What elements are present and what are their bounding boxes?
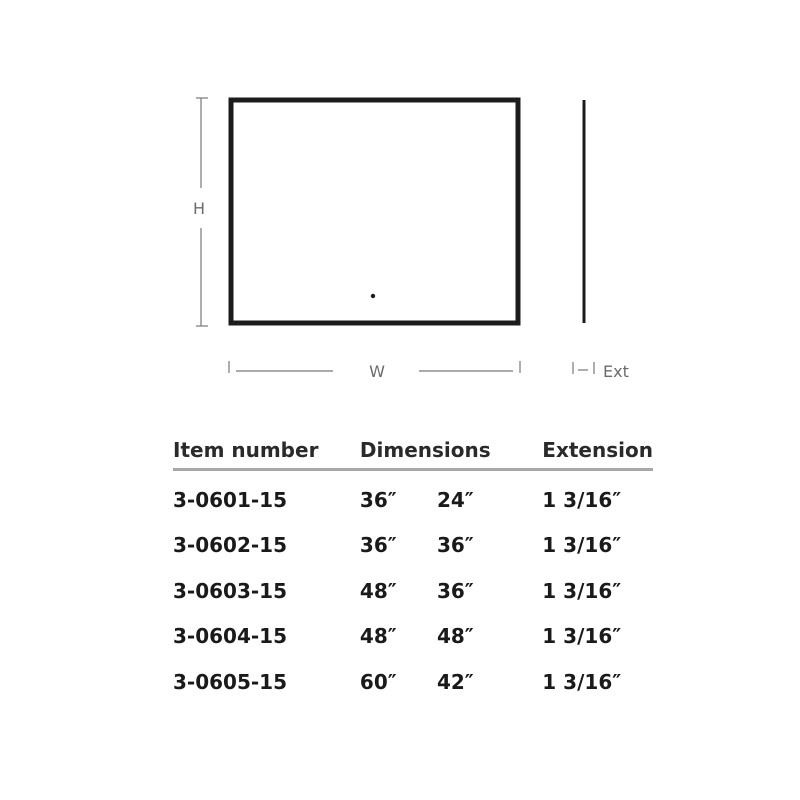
height-label: H: [192, 199, 206, 218]
header-dimensions: Dimensions: [360, 438, 542, 470]
item-number-cell: 3-0602-15: [173, 533, 288, 558]
table-row: [173, 614, 653, 660]
height-cell: 42″: [436, 669, 474, 694]
width-cell: 36″: [359, 533, 397, 558]
mirror-frame: [231, 100, 518, 323]
width-cell: 60″: [359, 669, 397, 694]
item-number-cell: 3-0603-15: [173, 578, 288, 603]
width-label: W: [369, 362, 385, 381]
width-cell: 48″: [359, 624, 397, 649]
sensor-dot: [371, 294, 375, 298]
item-number-cell: 3-0604-15: [173, 624, 288, 649]
extension-cell: 1 3/16″: [542, 624, 622, 649]
item-number-cell: 3-0605-15: [173, 669, 288, 694]
table-row: [173, 659, 653, 705]
extension-dimension: [573, 362, 594, 374]
item-number-cell: 3-0601-15: [173, 487, 288, 512]
specifications-table: [173, 438, 653, 705]
extension-label: Ext: [603, 362, 629, 381]
height-cell: 36″: [436, 578, 474, 603]
height-cell: 36″: [436, 533, 474, 558]
extension-cell: 1 3/16″: [542, 578, 622, 603]
extension-cell: 1 3/16″: [542, 487, 622, 512]
table-row: [173, 568, 653, 614]
height-cell: 48″: [436, 624, 474, 649]
height-cell: 24″: [436, 487, 474, 512]
extension-cell: 1 3/16″: [542, 533, 622, 558]
table-header-row: [173, 438, 653, 470]
table-row: [173, 470, 653, 523]
header-extension: Extension: [542, 438, 653, 470]
width-cell: 48″: [359, 578, 397, 603]
header-item-number: Item number: [173, 438, 360, 470]
extension-cell: 1 3/16″: [542, 669, 622, 694]
table-row: [173, 523, 653, 569]
width-cell: 36″: [359, 487, 397, 512]
